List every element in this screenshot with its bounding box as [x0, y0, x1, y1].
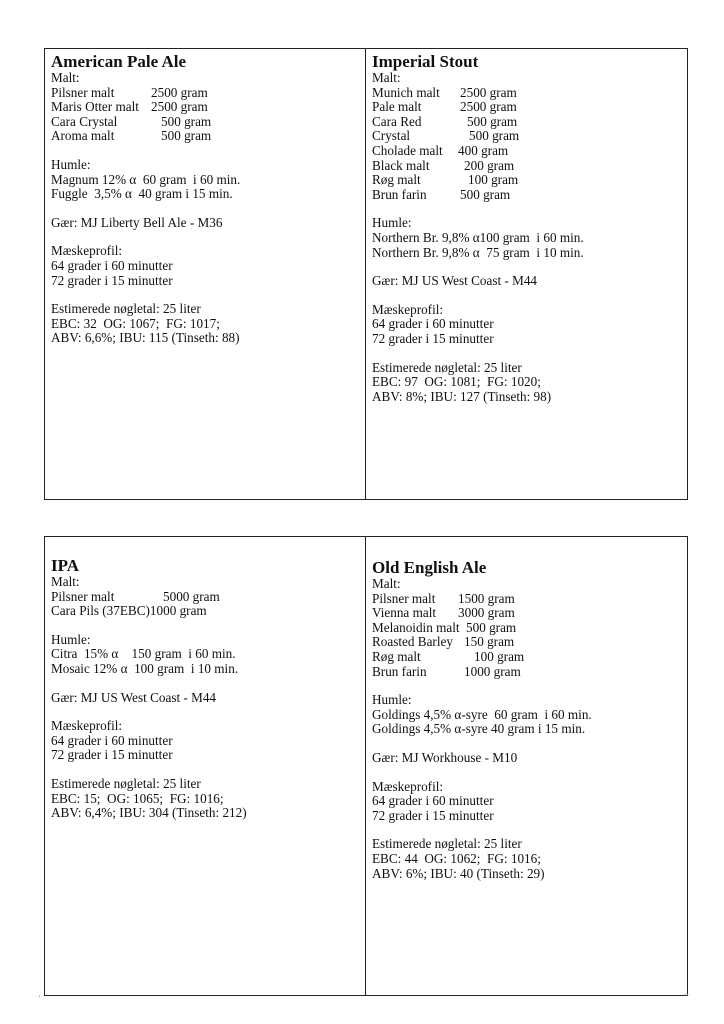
recipe-card-ipa — [45, 537, 366, 995]
malt-amount: 2500 gram — [151, 99, 208, 115]
yeast-line: Gær: MJ Workhouse - M10 — [372, 749, 518, 765]
malt-name: Munich malt — [372, 84, 440, 100]
malt-name: Crystal — [372, 128, 411, 144]
malt-label: Malt: — [372, 576, 401, 591]
malt-amount: 1000 gram — [464, 663, 521, 679]
mash-step: 64 grader i 60 minutter — [372, 793, 494, 809]
malt-item — [372, 606, 681, 621]
mash-label: Mæskeprofil: — [372, 778, 444, 794]
malt-amount: 1000 gram — [149, 603, 207, 619]
recipe-title: Old English Ale — [372, 558, 487, 577]
estimates-label: Estimerede nøgletal: 25 liter — [51, 301, 201, 317]
malt-amount: 3000 gram — [458, 605, 515, 621]
malt-item — [372, 665, 681, 680]
malt-name: Maris Otter malt — [51, 99, 139, 115]
malt-name: Pilsner malt — [372, 590, 436, 606]
estimates-line: ABV: 6,4%; IBU: 304 (Tinseth: 212) — [51, 805, 247, 821]
malt-item — [51, 129, 359, 144]
hop-item: Northern Br. 9,8% α 75 gram i 10 min. — [372, 244, 584, 260]
malt-item — [372, 173, 681, 188]
recipe-table-top — [44, 48, 688, 500]
malt-name: Roasted Barley — [372, 634, 453, 650]
mash-step: 72 grader i 15 minutter — [51, 272, 173, 288]
mash-label: Mæskeprofil: — [51, 243, 123, 259]
hop-item: Citra 15% α 150 gram i 60 min. — [51, 646, 236, 662]
malt-name: Black malt — [372, 157, 430, 173]
mash-label: Mæskeprofil: — [51, 718, 123, 734]
malt-name: Vienna malt — [372, 605, 437, 621]
malt-name: Cara Crystal — [51, 113, 118, 129]
hops-label: Humle: — [372, 215, 412, 231]
mash-label: Mæskeprofil: — [372, 301, 444, 317]
malt-name: Cholade malt — [372, 142, 443, 158]
estimates-label: Estimerede nøgletal: 25 liter — [51, 775, 201, 791]
malt-label: Malt: — [51, 574, 80, 589]
malt-item — [372, 100, 681, 115]
malt-item — [372, 188, 681, 203]
hop-item: Mosaic 12% α 100 gram i 10 min. — [51, 660, 239, 676]
malt-label: Malt: — [51, 70, 80, 85]
malt-amount: 2500 gram — [460, 99, 517, 115]
estimates-line: ABV: 6,6%; IBU: 115 (Tinseth: 88) — [51, 330, 240, 346]
malt-item — [372, 115, 681, 130]
estimates-label: Estimerede nøgletal: 25 liter — [372, 836, 522, 852]
mash-step: 64 grader i 60 minutter — [372, 316, 494, 332]
malt-item — [51, 100, 359, 115]
malt-item — [372, 592, 681, 607]
hop-item: Magnum 12% α 60 gram i 60 min. — [51, 171, 241, 187]
malt-name: Brun farin — [372, 663, 427, 679]
malt-item — [372, 650, 681, 665]
estimates-line: ABV: 6%; IBU: 40 (Tinseth: 29) — [372, 865, 545, 881]
recipe-title: IPA — [51, 556, 80, 575]
malt-amount: 100 gram — [474, 648, 525, 664]
malt-amount: 500 gram — [469, 128, 520, 144]
recipe-title: Imperial Stout — [372, 52, 479, 71]
malt-amount: 500 gram — [161, 113, 212, 129]
recipe-card-american-pale-ale — [45, 49, 366, 499]
hops-label: Humle: — [51, 631, 91, 647]
malt-amount: 500 gram — [466, 619, 517, 635]
malt-item — [372, 621, 681, 636]
malt-item — [372, 129, 681, 144]
malt-amount: 500 gram — [460, 186, 511, 202]
malt-item — [51, 604, 359, 619]
malt-amount: 100 gram — [468, 172, 519, 188]
mash-step: 64 grader i 60 minutter — [51, 732, 173, 748]
yeast-line: Gær: MJ US West Coast - M44 — [372, 273, 538, 289]
estimates-line: EBC: 44 OG: 1062; FG: 1016; — [372, 850, 541, 866]
mash-step: 72 grader i 15 minutter — [51, 747, 173, 763]
malt-item — [372, 144, 681, 159]
malt-amount: 2500 gram — [151, 84, 208, 100]
estimates-line: EBC: 15; OG: 1065; FG: 1016; — [51, 790, 224, 806]
malt-amount: 400 gram — [458, 142, 509, 158]
estimates-line: EBC: 32 OG: 1067; FG: 1017; — [51, 315, 220, 331]
yeast-line: Gær: MJ Liberty Bell Ale - M36 — [51, 214, 223, 230]
recipe-card-imperial-stout — [366, 49, 687, 499]
malt-amount: 500 gram — [161, 128, 212, 144]
malt-amount: 150 gram — [464, 634, 515, 650]
malt-name: Cara Red — [372, 113, 422, 129]
hops-label: Humle: — [372, 692, 412, 708]
malt-name: Brun farin — [372, 186, 427, 202]
malt-name: Røg malt — [372, 648, 421, 664]
malt-amount: 200 gram — [464, 157, 515, 173]
malt-amount: 2500 gram — [460, 84, 517, 100]
recipe-title: American Pale Ale — [51, 52, 187, 71]
malt-label: Malt: — [372, 70, 401, 85]
malt-name: Røg malt — [372, 172, 421, 188]
malt-item — [51, 115, 359, 130]
estimates-line: ABV: 8%; IBU: 127 (Tinseth: 98) — [372, 388, 552, 404]
estimates-label: Estimerede nøgletal: 25 liter — [372, 359, 522, 375]
malt-amount: 1500 gram — [458, 590, 515, 606]
hop-item: Northern Br. 9,8% α100 gram i 60 min. — [372, 229, 584, 245]
malt-amount: 5000 gram — [163, 588, 220, 604]
hop-item: Goldings 4,5% α-syre 40 gram i 15 min. — [372, 721, 586, 737]
mash-step: 64 grader i 60 minutter — [51, 257, 173, 273]
malt-item — [51, 590, 359, 605]
page-corner-mark-left: ' — [38, 994, 41, 1005]
malt-item — [372, 159, 681, 174]
page-corner-mark-right: ‾ — [684, 994, 689, 1005]
malt-amount: 500 gram — [467, 113, 518, 129]
malt-name: Aroma malt — [51, 128, 115, 144]
mash-step: 72 grader i 15 minutter — [372, 330, 494, 346]
malt-item — [372, 635, 681, 650]
malt-name: Pilsner malt — [51, 84, 115, 100]
malt-name: Cara Pils (37EBC) — [51, 603, 150, 619]
hops-label: Humle: — [51, 156, 91, 172]
malt-name: Melanoidin malt — [372, 619, 460, 635]
malt-item — [372, 86, 681, 101]
malt-name: Pilsner malt — [51, 588, 115, 604]
hop-item: Goldings 4,5% α-syre 60 gram i 60 min. — [372, 706, 592, 722]
recipe-table-bottom — [44, 536, 688, 996]
malt-item — [51, 86, 359, 101]
yeast-line: Gær: MJ US West Coast - M44 — [51, 689, 217, 705]
hop-item: Fuggle 3,5% α 40 gram i 15 min. — [51, 186, 233, 202]
estimates-line: EBC: 97 OG: 1081; FG: 1020; — [372, 374, 541, 390]
malt-name: Pale malt — [372, 99, 422, 115]
mash-step: 72 grader i 15 minutter — [372, 807, 494, 823]
recipe-card-old-english-ale — [366, 537, 687, 995]
